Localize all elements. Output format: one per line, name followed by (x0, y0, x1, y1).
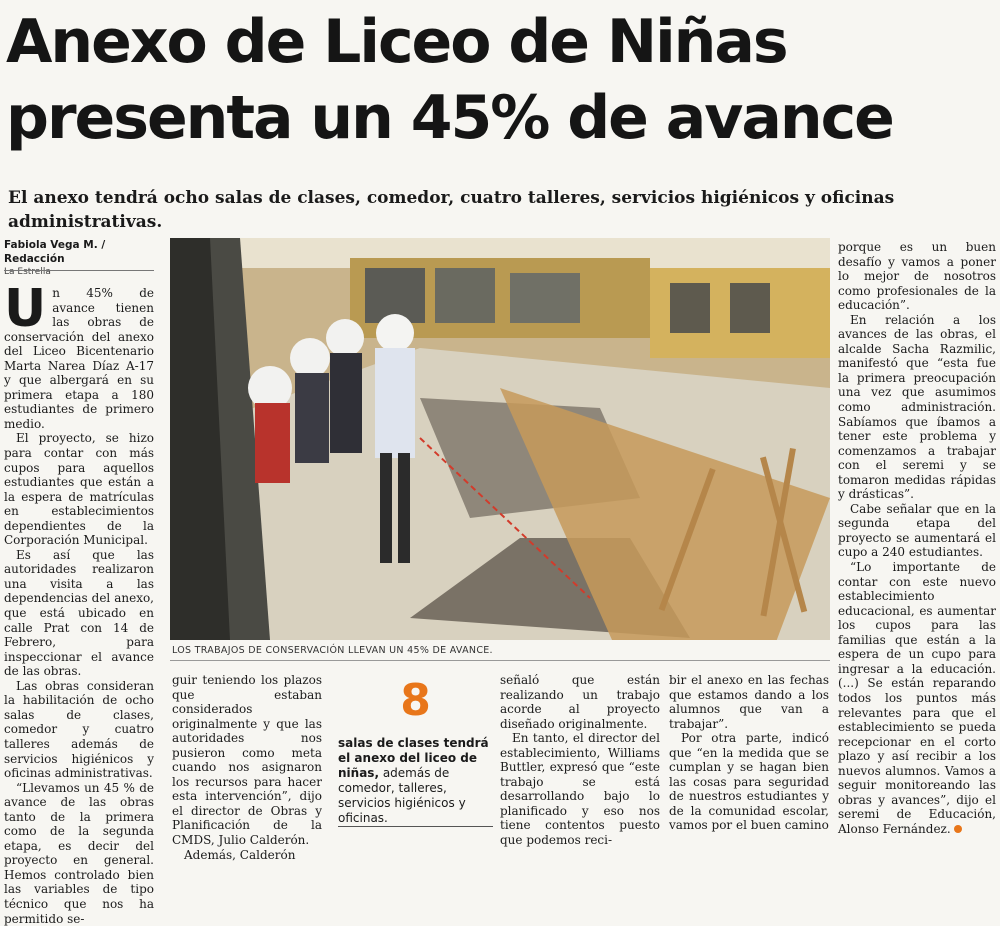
headline: Anexo de Liceo de Niñas presenta un 45% de avance (6, 7, 893, 153)
article-paragraph: guir teniendo los plazos que estaban considerados originalmente y que las autoridades nos pusieron como meta cuando nos asignaron los recursos para hacer esta intervención”, dijo el director de Obras y Planificación de la CMDS, Julio Calderón. (172, 673, 322, 848)
construction-photo (170, 238, 830, 640)
article-paragraph: porque es un buen desafío y vamos a poner lo mejor de nosotros como profesionales de la educación”. (838, 240, 996, 313)
subtitle: El anexo tendrá ocho salas de clases, comedor, cuatro talleres, servicios higiénicos y oficinas administrativas. (8, 188, 895, 232)
fact-box-divider (338, 826, 493, 827)
article-paragraph: “Llevamos un 45 % de avance de las obras tanto de la primera como de la segunda etapa, es decir del proyecto en general. Hemos controlado bien las variables de tipo técnico que nos ha permitido se- (4, 780, 154, 926)
fact-text: salas de clases tendrá el anexo del liceo de niñas, además de comedor, talleres, servicios higiénicos y oficinas. (338, 736, 489, 825)
photo-caption: LOS TRABAJOS DE CONSERVACIÓN LLEVAN UN 45% DE AVANCE. (172, 645, 493, 656)
article-column-3 (500, 673, 660, 848)
article-paragraph: Por otra parte, indicó que “en la medida que se cumplan y se hagan bien las cosas para seguridad de nuestros estudiantes y de la comunidad escolar, vamos por el buen camino (669, 731, 829, 833)
article-paragraph: El proyecto, se hizo para contar con más cupos para aquellos estudiantes que están a la espera de matrículas en establecimientos dependientes de la Corporación Municipal. (4, 431, 154, 548)
article-paragraph: Además, Calderón (184, 847, 296, 862)
end-mark-icon (954, 825, 962, 833)
article-column-2 (172, 673, 322, 862)
article-column-5 (838, 240, 996, 836)
article-paragraph: Cabe señalar que en la segunda etapa del proyecto se aumentará el cupo a 240 estudiantes. (838, 501, 996, 560)
article-paragraph: En tanto, el director del establecimiento, Williams Buttler, expresó que “este trabajo se está desarrollando bajo lo planificado y eso nos tiene contentos puesto que podemos reci- (500, 731, 660, 848)
article-column-1 (4, 279, 154, 926)
article-paragraph: señaló que están realizando un trabajo acorde al proyecto diseñado originalmente. (500, 673, 660, 731)
byline-author: Fabiola Vega M. / Redacción (4, 239, 106, 265)
fact-number: 8 (400, 675, 431, 726)
fact-box (338, 676, 493, 826)
article-paragraph: Es así que las autoridades realizaron una visita a las dependencias del anexo, que está ubicado en calle Prat con 14 de Febrero, para inspeccionar el avance de las obras. (4, 547, 154, 679)
byline-source: La Estrella (4, 267, 51, 277)
article-paragraph: Las obras consideran la habilitación de ocho salas de clases, comedor y cuatro talleres además de servicios higiénicos y oficinas administrativas. (4, 678, 154, 781)
article-paragraph: Un 45% de avance tienen las obras de conservación del anexo del Liceo Bicentenario Marta Narea Díaz A-17 y que albergará en su primera etapa a 180 estudiantes de primero medio. (4, 279, 154, 431)
caption-divider (170, 660, 830, 661)
byline-divider (4, 270, 154, 271)
byline (4, 238, 164, 278)
article-column-4 (669, 673, 829, 833)
article-paragraph: bir el anexo en las fechas que estamos dando a los alumnos que van a trabajar”. (669, 673, 829, 731)
article-paragraph: “Lo importante de contar con este nuevo establecimiento educacional, es aumentar los cupos para las familias que están a la espera de un cupo para ingresar a la educación. (...) Se están reparando todos los puntos más relevantes para que el establecimiento se pueda recepcionar en el corto plazo y así recibir a los nuevos alumnos. Vamos a seguir monitoreando las obras y avances”, dijo el seremi de Educación, Alonso Fernández. (838, 560, 996, 836)
drop-cap: U (4, 279, 47, 339)
article-paragraph: En relación a los avances de las obras, el alcalde Sacha Razmilic, manifestó que “esta fue la primera preocupación una vez que asumimos como administración. Sabíamos que íbamos a tener este problema y comenzamos a trabajar con el seremi y se tomaron medidas rápidas y drásticas”. (838, 312, 996, 502)
